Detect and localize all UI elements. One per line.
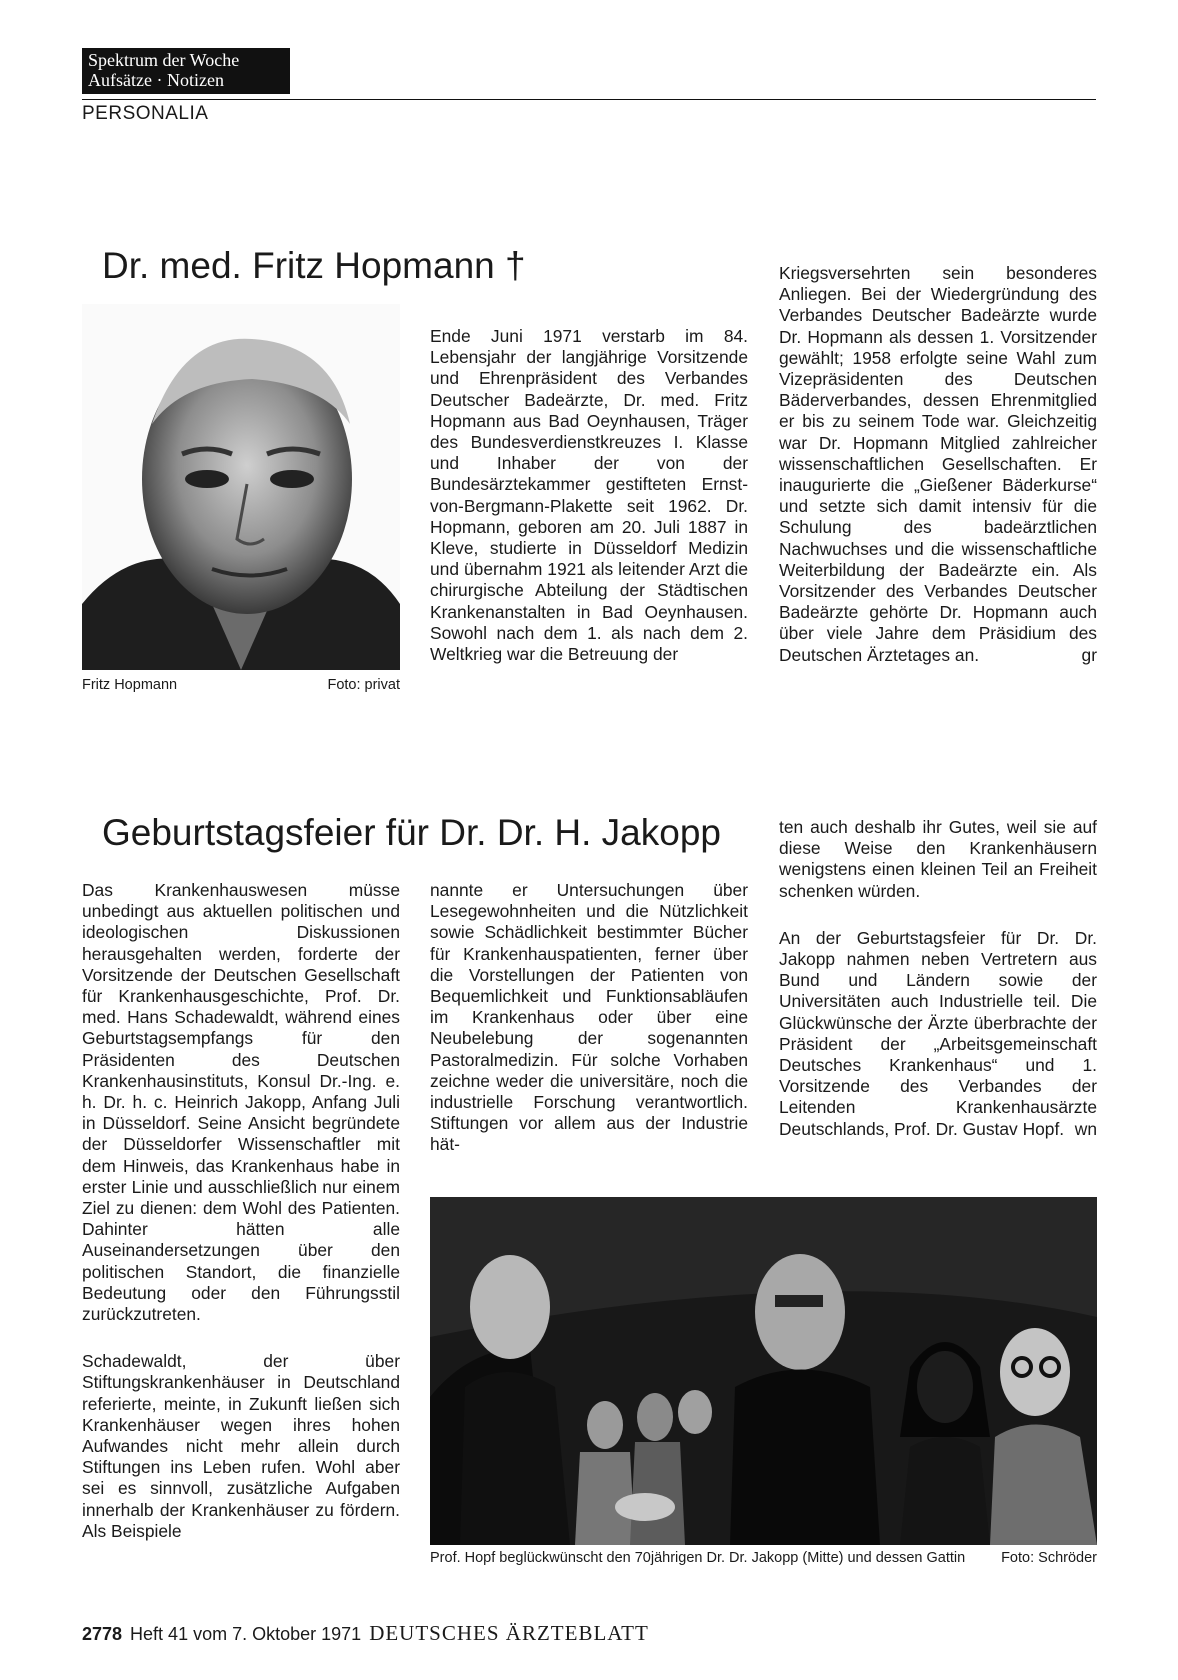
event-image [430,1197,1097,1545]
article1-column-1 [430,326,748,665]
article1-column-2 [779,263,1097,666]
masthead-line-2: Aufsätze · Notizen [88,70,224,90]
issue-info: Heft 41 vom 7. Oktober 1971 [130,1624,362,1644]
section-label: PERSONALIA [82,103,209,124]
article2-column-3 [779,817,1097,1140]
article2-text-3: nannte er Untersuchungen über Lesegewohnheiten und die Nützlichkeit sowie Schädlichkeit bestimmter Bücher für Krankenhauspatienten, ferner über die Vorstellungen der Patienten von Bequemlichkeit und Funktionsabläufen im Krankenhaus oder über eine Neubelebung der sogenannten Pastoralmedizin. Für solche Vorhaben zeichne weder die universitäre, noch die industrielle Forschung verantwortlich. Stiftungen vor allem aus der Industrie hät- [430,880,748,1155]
portrait-photo [82,304,400,670]
article2-text-1: Das Krankenhauswesen müsse unbedingt aus aktuellen politischen und ideologischen Diskussionen herausgehalten werden, forderte der Vorsitzende der Deutschen Gesellschaft für Krankenhausgeschichte, Prof. Dr. med. Hans Schadewaldt, während eines Geburtstagsempfangs für den Präsidenten des Deutschen Krankenhausinstituts, Konsul Dr.-Ing. e. h. Dr. h. c. Heinrich Jakopp, Anfang Juli in Düsseldorf. Seine Ansicht begründete der Düsseldorfer Wissenschaftler mit dem Hinweis, das Krankenhaus habe in erster Linie und ausschließlich nur einem Ziel zu dienen: dem Wohl des Patienten. Dahinter hätten alle Auseinandersetzungen über den politischen Standort, die finanzielle Bedeutung oder den Führungsstil zurückzutreten. [82,880,400,1325]
article2-signature: wn [1074,1118,1097,1139]
event-caption-text: Prof. Hopf beglückwünscht den 70jährigen Dr. Dr. Jakopp (Mitte) und dessen Gattin [430,1550,966,1566]
page-footer [82,1621,649,1646]
article2-text-5: An der Geburtstagsfeier für Dr. Dr. Jakopp nahmen neben Vertretern aus Bund und Ländern sowie der Universitäten auch Industrielle teil. Die Glückwünsche der Ärzte überbrachte der Präsident der „Arbeitsgemeinschaft Deutsches Krankenhaus“ und 1. Vorsitzende des Verbandes der Leitenden Krankenhausärzte Deutschlands, Prof. Dr. Gustav Hopf. [779,927,1097,1139]
masthead-line-1: Spektrum der Woche [88,50,240,70]
article2-column-1 [82,880,400,1542]
article1-signature: gr [1081,644,1097,665]
page-number: 2778 [82,1624,123,1644]
article2-headline: Geburtstagsfeier für Dr. Dr. H. Jakopp [102,812,721,853]
magazine-name: DEUTSCHES ÄRZTEBLATT [369,1621,649,1645]
portrait-caption [82,676,400,694]
article2-text-4: ten auch deshalb ihr Gutes, weil sie auf diese Weise den Krankenhäusern wenigstens einen kleinen Teil an Freiheit schenken würden. [779,817,1097,901]
portrait-caption-name: Fritz Hopmann [82,677,178,693]
header-rule [82,99,1096,100]
article2-column-2 [430,880,748,1156]
event-photo [430,1197,1097,1545]
event-caption [430,1549,1097,1567]
article1-text-1: Ende Juni 1971 verstarb im 84. Lebensjahr der langjährige Vorsitzende und Ehrenpräsident des Verbandes Deutscher Badeärzte, Dr. med. Fritz Hopmann aus Bad Oeynhausen, Träger des Bundesverdienstkreuzes I. Klasse und Inhaber der von der Bundesärztekammer gestifteten Ernst-von-Bergmann-Plakette seit 1962. Dr. Hopmann, geboren am 20. Juli 1887 in Kleve, studierte in Düsseldorf Medizin und übernahm 1921 als leitender Arzt die chirurgische Abteilung der Städtischen Krankenanstalten in Bad Oeynhausen. Sowohl nach dem 1. als nach dem 2. Weltkrieg war die Betreuung der [430,326,748,665]
portrait-image [82,304,400,670]
event-credit: Foto: Schröder [1001,1550,1097,1566]
article2-text-2: Schadewaldt, der über Stiftungskrankenhäuser in Deutschland referierte, meinte, in Zukunft ließen sich Krankenhäuser wegen ihres hohen Aufwandes nicht mehr allein durch Stiftungen ins Leben rufen. Wohl aber sei es sinnvoll, zusätzliche Aufgaben innerhalb der Krankenhäuser zu fördern. Als Beispiele [82,1351,400,1541]
portrait-credit: Foto: privat [327,677,400,693]
article1-text-2: Kriegsversehrten sein besonderes Anliegen. Bei der Wiedergründung des Verbandes Deutscher Badeärzte wurde Dr. Hopmann als dessen 1. Vorsitzender gewählt; 1958 erfolgte seine Wahl zum Vizepräsidenten des Deutschen Bäderverbandes, dessen Ehrenmitglied er bis zu seinem Tode war. Gleichzeitig war Dr. Hopmann Mitglied zahlreicher wissenschaftlichen Gesellschaften. Er inaugurierte die „Gießener Bäderkurse“ und setzte sich damit intensiv für die Schulung des badeärztlichen Nachwuchses und die wissenschaftliche Weiterbildung der Badeärzte ein. Als Vorsitzender des Verbandes Deutscher Badeärzte gehörte Dr. Hopmann auch über viele Jahre dem Präsidium des Deutschen Ärztetages an. [779,263,1097,665]
article1-headline: Dr. med. Fritz Hopmann † [102,245,526,286]
masthead [82,48,290,94]
